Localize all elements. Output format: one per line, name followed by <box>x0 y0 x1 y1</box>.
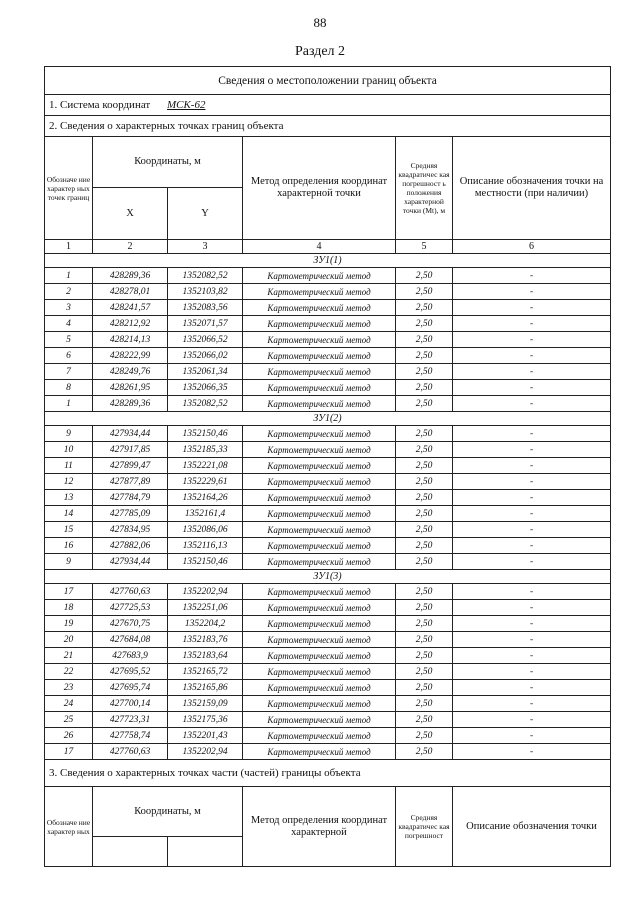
page-number: 88 <box>313 15 327 30</box>
point-id: 7 <box>45 364 93 380</box>
section3-header-accuracy: Средняя квадратичес кая погрешност <box>396 787 453 867</box>
accuracy: 2,50 <box>396 426 453 442</box>
accuracy: 2,50 <box>396 600 453 616</box>
description: - <box>453 632 611 648</box>
point-id: 9 <box>45 554 93 570</box>
accuracy: 2,50 <box>396 380 453 396</box>
point-id: 5 <box>45 332 93 348</box>
y-coordinate: 1352201,43 <box>168 728 243 744</box>
description: - <box>453 648 611 664</box>
method: Картометрический метод <box>243 380 396 396</box>
y-coordinate: 1352086,06 <box>168 522 243 538</box>
table-row <box>45 632 611 648</box>
description: - <box>453 332 611 348</box>
accuracy: 2,50 <box>396 648 453 664</box>
y-coordinate: 1352061,34 <box>168 364 243 380</box>
description: - <box>453 458 611 474</box>
accuracy: 2,50 <box>396 300 453 316</box>
table-row <box>45 442 611 458</box>
method: Картометрический метод <box>243 364 396 380</box>
y-coordinate: 1352082,52 <box>168 396 243 412</box>
method: Картометрический метод <box>243 584 396 600</box>
boundary-table <box>44 66 611 867</box>
accuracy: 2,50 <box>396 680 453 696</box>
point-id: 16 <box>45 538 93 554</box>
section2-title: 2. Сведения о характерных точках границ объекта <box>45 116 611 137</box>
table-row <box>45 426 611 442</box>
description: - <box>453 554 611 570</box>
accuracy: 2,50 <box>396 712 453 728</box>
x-coordinate: 428289,36 <box>93 396 168 412</box>
point-id: 21 <box>45 648 93 664</box>
accuracy: 2,50 <box>396 728 453 744</box>
method: Картометрический метод <box>243 268 396 284</box>
zone-name: ЗУ1(1) <box>45 254 611 268</box>
point-id: 13 <box>45 490 93 506</box>
table-row <box>45 696 611 712</box>
y-coordinate: 1352083,56 <box>168 300 243 316</box>
table-row <box>45 458 611 474</box>
point-id: 2 <box>45 284 93 300</box>
table-row <box>45 364 611 380</box>
column-number: 3 <box>168 240 243 254</box>
column-number: 2 <box>93 240 168 254</box>
y-coordinate: 1352185,33 <box>168 442 243 458</box>
header-accuracy: Средняя квадратичес кая погрешност ь положения характерной точки (Mt), м <box>396 137 453 240</box>
table-row <box>45 712 611 728</box>
x-coordinate: 427723,31 <box>93 712 168 728</box>
table-row <box>45 554 611 570</box>
table-row <box>45 728 611 744</box>
method: Картометрический метод <box>243 316 396 332</box>
table-row <box>45 664 611 680</box>
section3-header-coordinates: Координаты, м <box>93 787 243 837</box>
point-id: 12 <box>45 474 93 490</box>
x-coordinate: 428278,01 <box>93 284 168 300</box>
method: Картометрический метод <box>243 712 396 728</box>
coordinate-system-value: МСК-62 <box>166 99 206 111</box>
accuracy: 2,50 <box>396 458 453 474</box>
y-coordinate: 1352229,61 <box>168 474 243 490</box>
point-id: 10 <box>45 442 93 458</box>
y-coordinate: 1352066,02 <box>168 348 243 364</box>
method: Картометрический метод <box>243 616 396 632</box>
y-coordinate: 1352183,76 <box>168 632 243 648</box>
column-number: 5 <box>396 240 453 254</box>
x-coordinate: 427683,9 <box>93 648 168 664</box>
section3-header-method: Метод определения координат характерной <box>243 787 396 867</box>
point-id: 9 <box>45 426 93 442</box>
point-id: 22 <box>45 664 93 680</box>
header-x: X <box>93 188 168 240</box>
y-coordinate: 1352251,06 <box>168 600 243 616</box>
point-id: 8 <box>45 380 93 396</box>
x-coordinate: 427834,95 <box>93 522 168 538</box>
y-coordinate: 1352221,08 <box>168 458 243 474</box>
description: - <box>453 490 611 506</box>
description: - <box>453 506 611 522</box>
point-id: 11 <box>45 458 93 474</box>
table-row <box>45 522 611 538</box>
x-coordinate: 427760,63 <box>93 584 168 600</box>
x-coordinate: 428222,99 <box>93 348 168 364</box>
section3-header-x-cell <box>93 837 168 867</box>
description: - <box>453 584 611 600</box>
table-row <box>45 538 611 554</box>
coordinate-system-row <box>45 95 611 116</box>
description: - <box>453 474 611 490</box>
description: - <box>453 380 611 396</box>
zone-header-row <box>45 570 611 584</box>
description: - <box>453 600 611 616</box>
y-coordinate: 1352183,64 <box>168 648 243 664</box>
method: Картометрический метод <box>243 332 396 348</box>
column-number: 1 <box>45 240 93 254</box>
table-row <box>45 348 611 364</box>
accuracy: 2,50 <box>396 616 453 632</box>
y-coordinate: 1352164,26 <box>168 490 243 506</box>
description: - <box>453 316 611 332</box>
point-id: 25 <box>45 712 93 728</box>
document-title: Сведения о местоположении границ объекта <box>45 67 611 95</box>
header-method: Метод определения координат характерной точки <box>243 137 396 240</box>
point-id: 14 <box>45 506 93 522</box>
y-coordinate: 1352150,46 <box>168 426 243 442</box>
section-title: Раздел 2 <box>294 44 346 59</box>
table-row <box>45 584 611 600</box>
x-coordinate: 427917,85 <box>93 442 168 458</box>
accuracy: 2,50 <box>396 744 453 760</box>
column-number: 6 <box>453 240 611 254</box>
table-row <box>45 316 611 332</box>
y-coordinate: 1352066,35 <box>168 380 243 396</box>
accuracy: 2,50 <box>396 664 453 680</box>
x-coordinate: 427934,44 <box>93 426 168 442</box>
y-coordinate: 1352066,52 <box>168 332 243 348</box>
y-coordinate: 1352159,09 <box>168 696 243 712</box>
y-coordinate: 1352116,13 <box>168 538 243 554</box>
point-id: 17 <box>45 584 93 600</box>
table-row <box>45 396 611 412</box>
x-coordinate: 427684,08 <box>93 632 168 648</box>
point-id: 6 <box>45 348 93 364</box>
y-coordinate: 1352165,86 <box>168 680 243 696</box>
y-coordinate: 1352202,94 <box>168 744 243 760</box>
point-id: 19 <box>45 616 93 632</box>
y-coordinate: 1352165,72 <box>168 664 243 680</box>
x-coordinate: 427700,14 <box>93 696 168 712</box>
point-id: 1 <box>45 396 93 412</box>
table-row <box>45 616 611 632</box>
description: - <box>453 712 611 728</box>
method: Картометрический метод <box>243 648 396 664</box>
accuracy: 2,50 <box>396 332 453 348</box>
table-row <box>45 380 611 396</box>
description: - <box>453 696 611 712</box>
y-coordinate: 1352103,82 <box>168 284 243 300</box>
description: - <box>453 522 611 538</box>
table-row <box>45 268 611 284</box>
method: Картометрический метод <box>243 538 396 554</box>
table-row <box>45 490 611 506</box>
point-id: 24 <box>45 696 93 712</box>
y-coordinate: 1352150,46 <box>168 554 243 570</box>
description: - <box>453 300 611 316</box>
table-row <box>45 744 611 760</box>
table-row <box>45 284 611 300</box>
x-coordinate: 427695,74 <box>93 680 168 696</box>
method: Картометрический метод <box>243 348 396 364</box>
x-coordinate: 427725,53 <box>93 600 168 616</box>
point-id: 15 <box>45 522 93 538</box>
accuracy: 2,50 <box>396 364 453 380</box>
method: Картометрический метод <box>243 426 396 442</box>
accuracy: 2,50 <box>396 396 453 412</box>
description: - <box>453 538 611 554</box>
zone-header-row <box>45 412 611 426</box>
description: - <box>453 442 611 458</box>
accuracy: 2,50 <box>396 348 453 364</box>
description: - <box>453 664 611 680</box>
description: - <box>453 364 611 380</box>
column-numbers-row <box>45 240 611 254</box>
method: Картометрический метод <box>243 696 396 712</box>
method: Картометрический метод <box>243 474 396 490</box>
header-coordinates: Координаты, м <box>93 137 243 188</box>
method: Картометрический метод <box>243 396 396 412</box>
accuracy: 2,50 <box>396 696 453 712</box>
zone-name: ЗУ1(2) <box>45 412 611 426</box>
point-id: 18 <box>45 600 93 616</box>
table-row <box>45 680 611 696</box>
x-coordinate: 427695,52 <box>93 664 168 680</box>
method: Картометрический метод <box>243 522 396 538</box>
y-coordinate: 1352082,52 <box>168 268 243 284</box>
x-coordinate: 427899,47 <box>93 458 168 474</box>
accuracy: 2,50 <box>396 284 453 300</box>
accuracy: 2,50 <box>396 522 453 538</box>
accuracy: 2,50 <box>396 268 453 284</box>
accuracy: 2,50 <box>396 506 453 522</box>
method: Картометрический метод <box>243 442 396 458</box>
accuracy: 2,50 <box>396 632 453 648</box>
section3-title: 3. Сведения о характерных точках части (частей) границы объекта <box>45 760 611 787</box>
x-coordinate: 428214,13 <box>93 332 168 348</box>
point-id: 1 <box>45 268 93 284</box>
accuracy: 2,50 <box>396 490 453 506</box>
x-coordinate: 427784,79 <box>93 490 168 506</box>
method: Картометрический метод <box>243 744 396 760</box>
accuracy: 2,50 <box>396 554 453 570</box>
description: - <box>453 728 611 744</box>
table-row <box>45 506 611 522</box>
x-coordinate: 427785,09 <box>93 506 168 522</box>
table-row <box>45 600 611 616</box>
description: - <box>453 680 611 696</box>
description: - <box>453 616 611 632</box>
table-row <box>45 300 611 316</box>
y-coordinate: 1352202,94 <box>168 584 243 600</box>
x-coordinate: 427758,74 <box>93 728 168 744</box>
point-id: 26 <box>45 728 93 744</box>
section3-header-y-cell <box>168 837 243 867</box>
x-coordinate: 427934,44 <box>93 554 168 570</box>
section3-header-description: Описание обозначения точки <box>453 787 611 867</box>
method: Картометрический метод <box>243 284 396 300</box>
method: Картометрический метод <box>243 600 396 616</box>
description: - <box>453 284 611 300</box>
x-coordinate: 428249,76 <box>93 364 168 380</box>
method: Картометрический метод <box>243 506 396 522</box>
method: Картометрический метод <box>243 458 396 474</box>
table-row <box>45 648 611 664</box>
accuracy: 2,50 <box>396 442 453 458</box>
description: - <box>453 744 611 760</box>
description: - <box>453 396 611 412</box>
x-coordinate: 428289,36 <box>93 268 168 284</box>
accuracy: 2,50 <box>396 538 453 554</box>
zone-header-row <box>45 254 611 268</box>
description: - <box>453 426 611 442</box>
point-id: 17 <box>45 744 93 760</box>
table-row <box>45 332 611 348</box>
column-number: 4 <box>243 240 396 254</box>
method: Картометрический метод <box>243 664 396 680</box>
method: Картометрический метод <box>243 300 396 316</box>
y-coordinate: 1352175,36 <box>168 712 243 728</box>
zone-name: ЗУ1(3) <box>45 570 611 584</box>
y-coordinate: 1352204,2 <box>168 616 243 632</box>
table-row <box>45 474 611 490</box>
x-coordinate: 428241,57 <box>93 300 168 316</box>
x-coordinate: 428212,92 <box>93 316 168 332</box>
header-point-designation: Обозначе ние характер ных точек границ <box>45 137 93 240</box>
method: Картометрический метод <box>243 490 396 506</box>
method: Картометрический метод <box>243 680 396 696</box>
coordinate-system-label: 1. Система координат <box>49 99 151 111</box>
accuracy: 2,50 <box>396 474 453 490</box>
x-coordinate: 427670,75 <box>93 616 168 632</box>
description: - <box>453 348 611 364</box>
header-y: Y <box>168 188 243 240</box>
method: Картометрический метод <box>243 554 396 570</box>
x-coordinate: 427882,06 <box>93 538 168 554</box>
x-coordinate: 427877,89 <box>93 474 168 490</box>
accuracy: 2,50 <box>396 584 453 600</box>
header-description: Описание обозначения точки на местности (при наличии) <box>453 137 611 240</box>
x-coordinate: 427760,63 <box>93 744 168 760</box>
method: Картометрический метод <box>243 632 396 648</box>
section3-header-point-designation: Обозначе ние характер ных <box>45 787 93 867</box>
method: Картометрический метод <box>243 728 396 744</box>
y-coordinate: 1352161,4 <box>168 506 243 522</box>
y-coordinate: 1352071,57 <box>168 316 243 332</box>
point-id: 4 <box>45 316 93 332</box>
point-id: 23 <box>45 680 93 696</box>
description: - <box>453 268 611 284</box>
accuracy: 2,50 <box>396 316 453 332</box>
point-id: 20 <box>45 632 93 648</box>
x-coordinate: 428261,95 <box>93 380 168 396</box>
point-id: 3 <box>45 300 93 316</box>
